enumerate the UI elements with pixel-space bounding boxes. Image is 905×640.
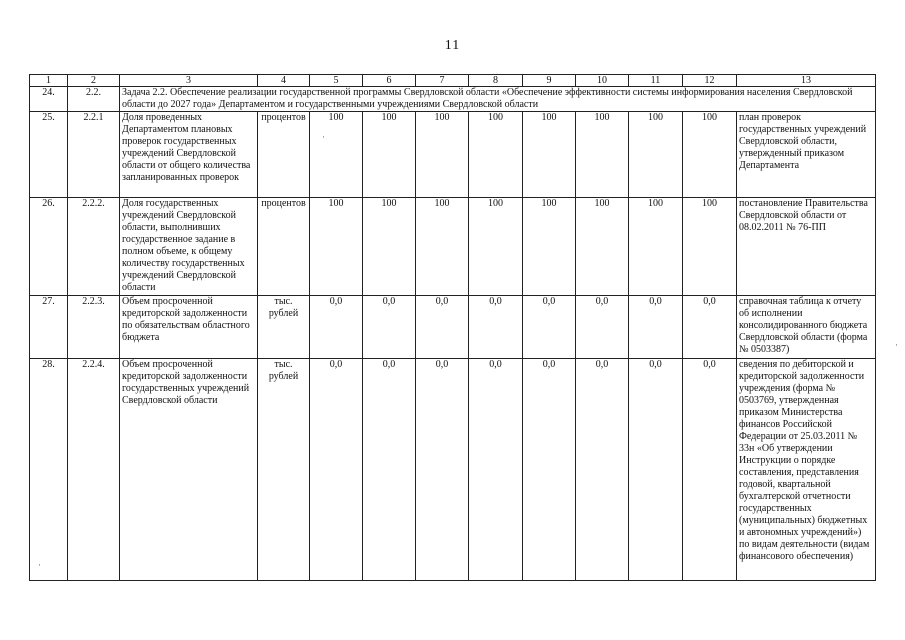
value-cell: 0,0: [576, 296, 629, 359]
column-header: 2: [68, 75, 120, 87]
column-header: 1: [30, 75, 68, 87]
value-cell: 0,0: [523, 296, 576, 359]
unit-cell: тыс. рублей: [258, 296, 310, 359]
value-cell: 100: [683, 112, 737, 198]
column-header: 7: [416, 75, 469, 87]
scan-speck: ·: [895, 340, 898, 350]
value-cell: 100: [576, 198, 629, 296]
value-cell: 0,0: [363, 296, 416, 359]
row-number: 28.: [30, 359, 68, 581]
value-cell: 0,0: [310, 359, 363, 581]
value-cell: 100: [523, 112, 576, 198]
unit-cell: тыс. рублей: [258, 359, 310, 581]
value-cell: 100: [416, 198, 469, 296]
task-description: Задача 2.2. Обеспечение реализации государственной программы Свердловской области «Обеспечение эффективности системы информирования населения Свердловской области до 2027 года» Департаментом и государственными учреждениями Свердловской области: [120, 87, 876, 112]
value-cell: 100: [469, 112, 523, 198]
value-cell: 100: [469, 198, 523, 296]
column-header: 6: [363, 75, 416, 87]
row-number: 24.: [30, 87, 68, 112]
column-header: 10: [576, 75, 629, 87]
value-cell: 100: [363, 198, 416, 296]
value-cell: 0,0: [523, 359, 576, 581]
table-row: [30, 296, 876, 359]
row-number: 25.: [30, 112, 68, 198]
column-header: 12: [683, 75, 737, 87]
row-code: 2.2.3.: [68, 296, 120, 359]
scan-speck: ·: [322, 132, 325, 142]
value-cell: 0,0: [629, 296, 683, 359]
column-header: 11: [629, 75, 683, 87]
value-cell: 0,0: [416, 296, 469, 359]
indicator-name: Доля государственных учреждений Свердловской области, выполнивших государственное задание в полном объеме, к общему количеству государственных учреждений Свердловской области: [120, 198, 258, 296]
row-number: 26.: [30, 198, 68, 296]
value-cell: 0,0: [683, 296, 737, 359]
column-header: 8: [469, 75, 523, 87]
row-code: 2.2.: [68, 87, 120, 112]
value-cell: 100: [416, 112, 469, 198]
column-header: 9: [523, 75, 576, 87]
value-cell: 100: [629, 198, 683, 296]
value-cell: 0,0: [629, 359, 683, 581]
value-cell: 0,0: [576, 359, 629, 581]
value-cell: 100: [523, 198, 576, 296]
table-row: [30, 112, 876, 198]
unit-cell: процентов: [258, 112, 310, 198]
source-cell: план проверок государственных учреждений Свердловской области, утвержденный приказом Департамента: [737, 112, 876, 198]
value-cell: 0,0: [469, 359, 523, 581]
value-cell: 0,0: [363, 359, 416, 581]
source-cell: справочная таблица к отчету об исполнении консолидированного бюджета Свердловской области (форма № 0503387): [737, 296, 876, 359]
value-cell: 100: [629, 112, 683, 198]
indicator-name: Объем просроченной кредиторской задолженности государственных учреждений Свердловской области: [120, 359, 258, 581]
column-header: 3: [120, 75, 258, 87]
column-header: 5: [310, 75, 363, 87]
table-row: [30, 198, 876, 296]
column-header: 13: [737, 75, 876, 87]
row-code: 2.2.1: [68, 112, 120, 198]
value-cell: 0,0: [469, 296, 523, 359]
value-cell: 0,0: [416, 359, 469, 581]
value-cell: 100: [683, 198, 737, 296]
source-cell: сведения по дебиторской и кредиторской задолженности учреждения (форма № 0503769, утвержденная приказом Министерства финансов Российской Федерации от 25.03.2011 № 33н «Об утверждении Инструкции о порядке составления, представления годовой, квартальной бухгалтерской отчетности государственных (муниципальных) бюджетных и автономных учреждений») по видам деятельности (видам финансового обеспечения): [737, 359, 876, 581]
value-cell: 100: [310, 112, 363, 198]
value-cell: 0,0: [310, 296, 363, 359]
column-number-row: [30, 75, 876, 87]
row-code: 2.2.4.: [68, 359, 120, 581]
value-cell: 100: [310, 198, 363, 296]
indicators-table: [29, 74, 876, 581]
row-code: 2.2.2.: [68, 198, 120, 296]
unit-cell: процентов: [258, 198, 310, 296]
task-row: [30, 87, 876, 112]
column-header: 4: [258, 75, 310, 87]
table-row: [30, 359, 876, 581]
value-cell: 0,0: [683, 359, 737, 581]
scan-speck: ·: [38, 560, 41, 570]
row-number: 27.: [30, 296, 68, 359]
value-cell: 100: [363, 112, 416, 198]
page-number: 11: [444, 38, 461, 53]
source-cell: постановление Правительства Свердловской области от 08.02.2011 № 76-ПП: [737, 198, 876, 296]
indicator-name: Объем просроченной кредиторской задолженности по обязательствам областного бюджета: [120, 296, 258, 359]
value-cell: 100: [576, 112, 629, 198]
indicator-name: Доля проведенных Департаментом плановых проверок государственных учреждений Свердловской области от общего количества запланированных проверок: [120, 112, 258, 198]
